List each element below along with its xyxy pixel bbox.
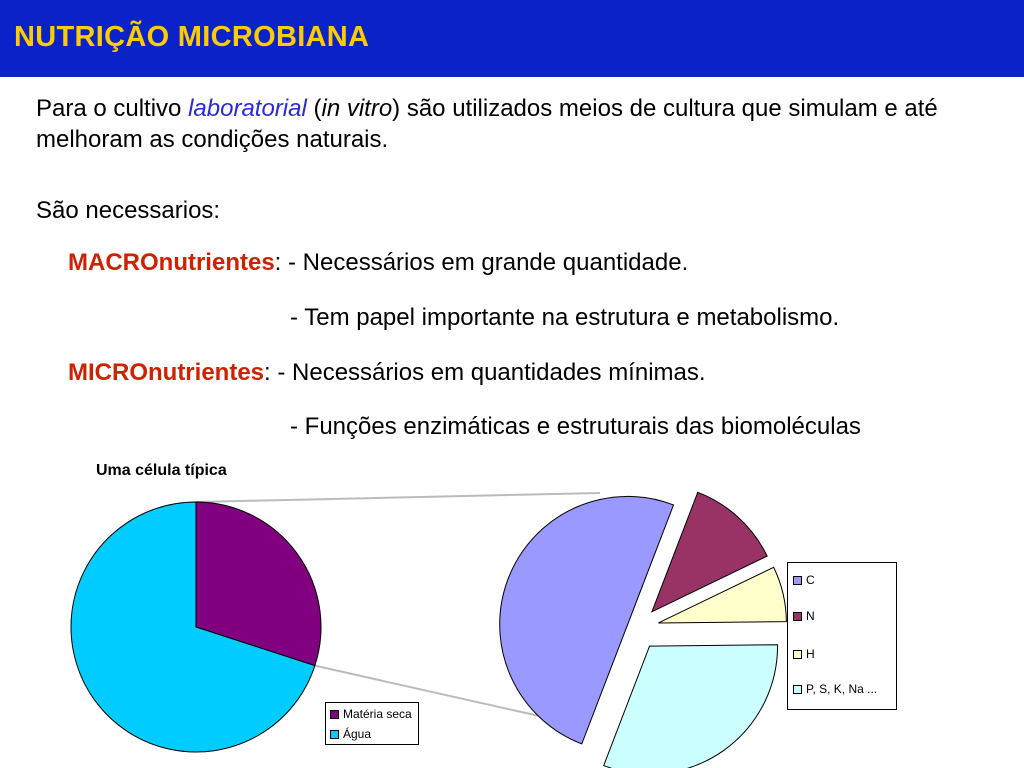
legend-label-agua: Água [343,727,372,741]
element-pie-slice-p-s-k-na [604,645,778,768]
legend-swatch-h [793,650,802,659]
legend-item-c [793,573,815,587]
micro-sep: : [264,359,271,386]
micro-row-2: - Funções enzimáticas e estruturais das biomoléculas [290,413,861,440]
legend-item-agua [330,727,371,741]
micro-line-1: - Necessários em quantidades mínimas. [270,359,706,386]
legend-cell [325,702,419,745]
intro-in-vitro: in vitro [321,95,393,122]
legend-label-materia-seca: Matéria seca [343,707,412,721]
legend-label-c: C [806,573,815,587]
legend-swatch-n [793,612,802,621]
intro-laboratorial: laboratorial [188,95,307,122]
legend-label-p-s-k-na: P, S, K, Na ... [806,682,878,696]
connector-line-top [196,493,600,502]
intro-text-3: ) são utilizados meios de cultura que simulam e até melhoram as condições naturais. [36,95,938,153]
intro-text-1: Para o cultivo [36,95,189,122]
micro-label: MICROnutrientes [68,359,265,386]
needs-label: São necessarios: [36,197,221,224]
intro-text-2: ( [306,95,322,122]
macro-row-2: - Tem papel importante na estrutura e metabolismo. [290,304,840,331]
chart-title: Uma célula típica [96,462,227,479]
legend-swatch-materia-seca [330,710,339,719]
legend-item-materia-seca [330,707,412,721]
macro-label: MACROnutrientes [68,249,275,276]
legend-item-h [793,647,815,661]
legend-swatch-c [793,576,802,585]
legend-swatch-agua [330,730,339,739]
legend-label-h: H [806,647,815,661]
legend-item-n [793,609,815,623]
legend-swatch-p-s-k-na [793,685,802,694]
macro-sep: : [274,249,282,276]
legend-item-p-s-k-na [793,682,877,696]
legend-elements [787,562,897,710]
page-title: NUTRIÇÃO MICROBIANA [14,21,370,53]
legend-label-n: N [806,609,815,623]
macro-line-1: - Necessários em grande quantidade. [281,249,689,276]
